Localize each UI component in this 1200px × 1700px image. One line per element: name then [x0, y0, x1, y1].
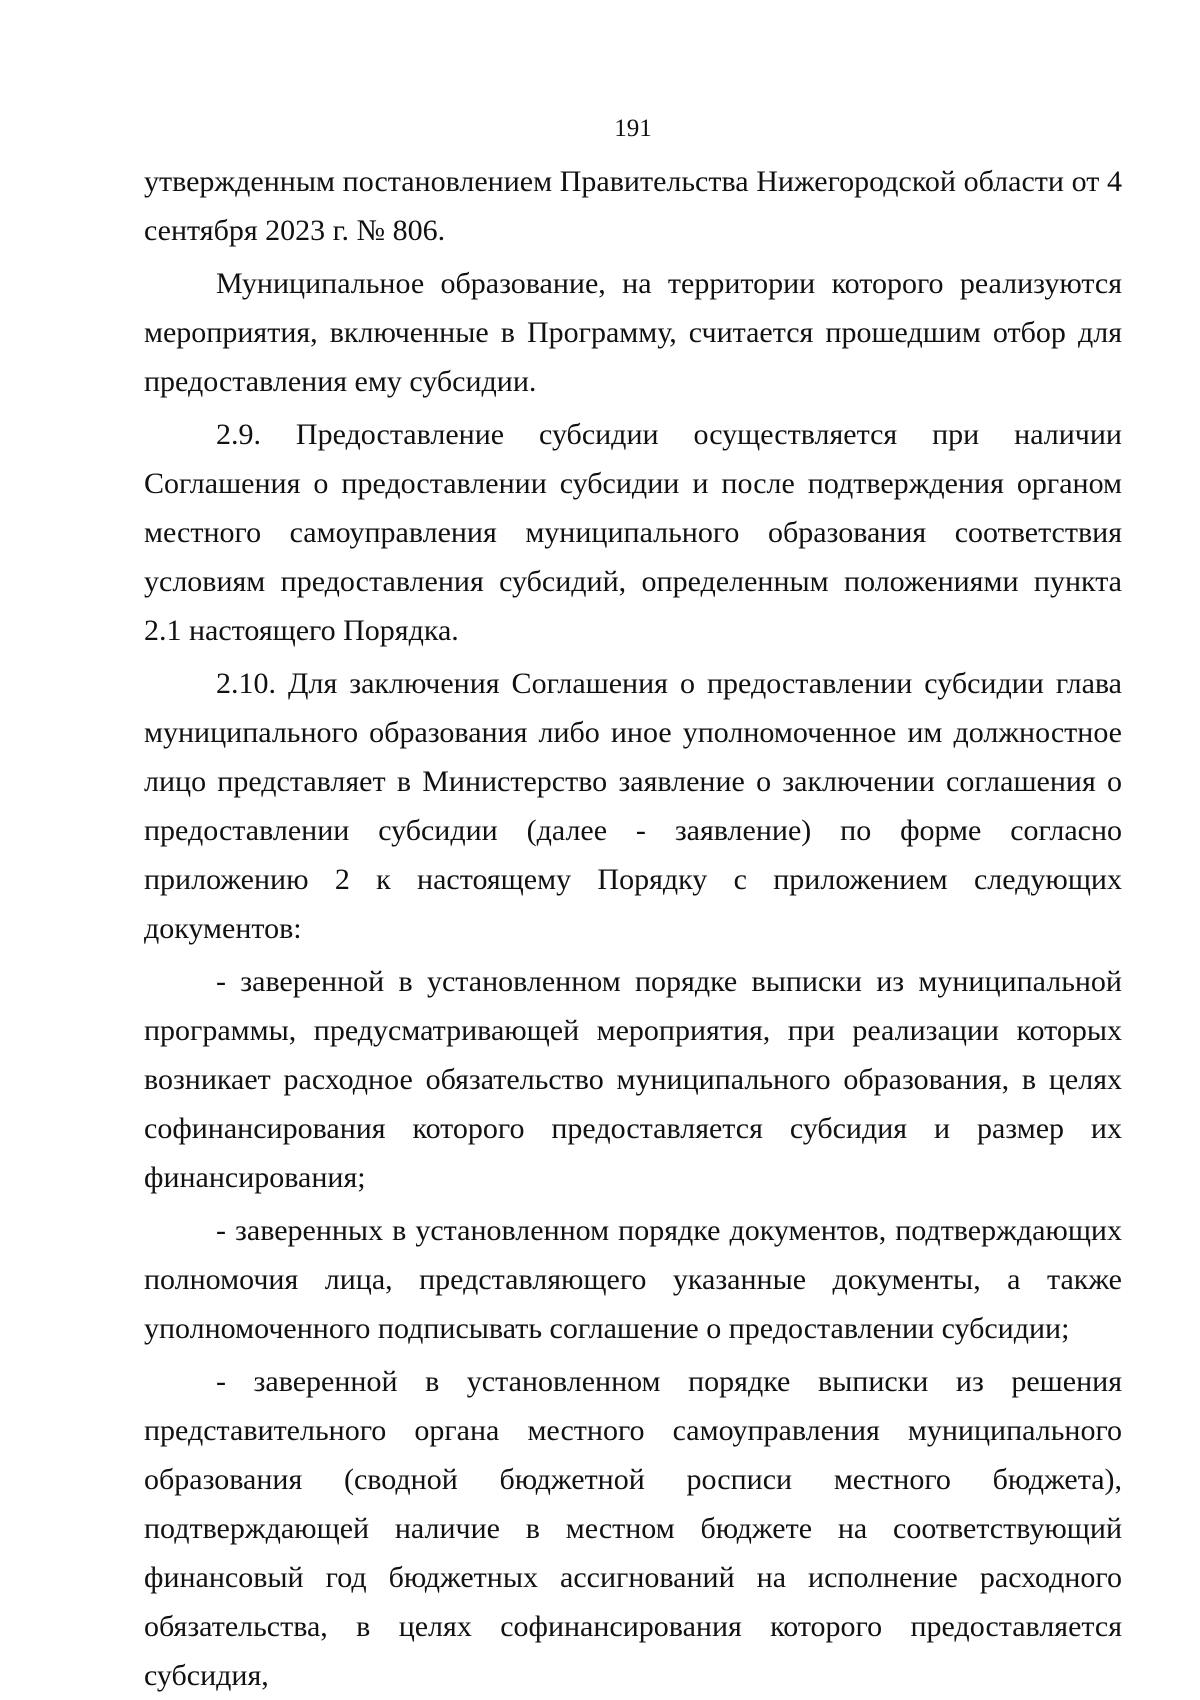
list-item-authority-documents: - заверенных в установленном порядке документов, подтверждающих полномочия лица, представляющего указанные документы, а также уполномоченного подписывать соглашение о предоставлении субсидии; — [144, 1214, 1122, 1345]
paragraph-clause-2-10: 2.10. Для заключения Соглашения о предоставлении субсидии глава муниципального образования либо иное уполномоченное им должностное лицо представляет в Министерство заявление о заключении соглашения о предоставлении субсидии (далее - заявление) по форме согласно приложению 2 к настоящему Порядку с приложением следующих документов: — [144, 667, 1122, 945]
page-number: 191 — [614, 115, 652, 142]
paragraph-municipality-selection: Муниципальное образование, на территории которого реализуются мероприятия, включенные в Программу, считается прошедшим отбор для предоставления ему субсидии. — [144, 267, 1122, 398]
list-item-program-extract: - заверенной в установленном порядке выписки из муниципальной программы, предусматривающей мероприятия, при реализации которых возникает расходное обязательство муниципального образования, в целях софинансирования которого предоставляется субсидия и размер их финансирования; — [144, 965, 1122, 1194]
list-item-budget-decision-extract: - заверенной в установленном порядке выписки из решения представительного органа местного самоуправления муниципального образования (сводной бюджетной росписи местного бюджета), подтверждающей наличие в местном бюджете на соответствующий финансовый год бюджетных ассигнований на исполнение расходного обязательства, в целях софинансирования которого предоставляется субсидия, — [144, 1365, 1122, 1692]
paragraph-clause-2-9: 2.9. Предоставление субсидии осуществляется при наличии Соглашения о предоставлении субсидии и после подтверждения органом местного самоуправления муниципального образования соответствия условиям предоставления субсидий, определенным положениями пункта 2.1 настоящего Порядка. — [144, 418, 1122, 647]
document-body — [144, 157, 1122, 1700]
paragraph-decree-reference: утвержденным постановлением Правительства Нижегородской области от 4 сентября 2023 г. № 806. — [144, 165, 1122, 247]
